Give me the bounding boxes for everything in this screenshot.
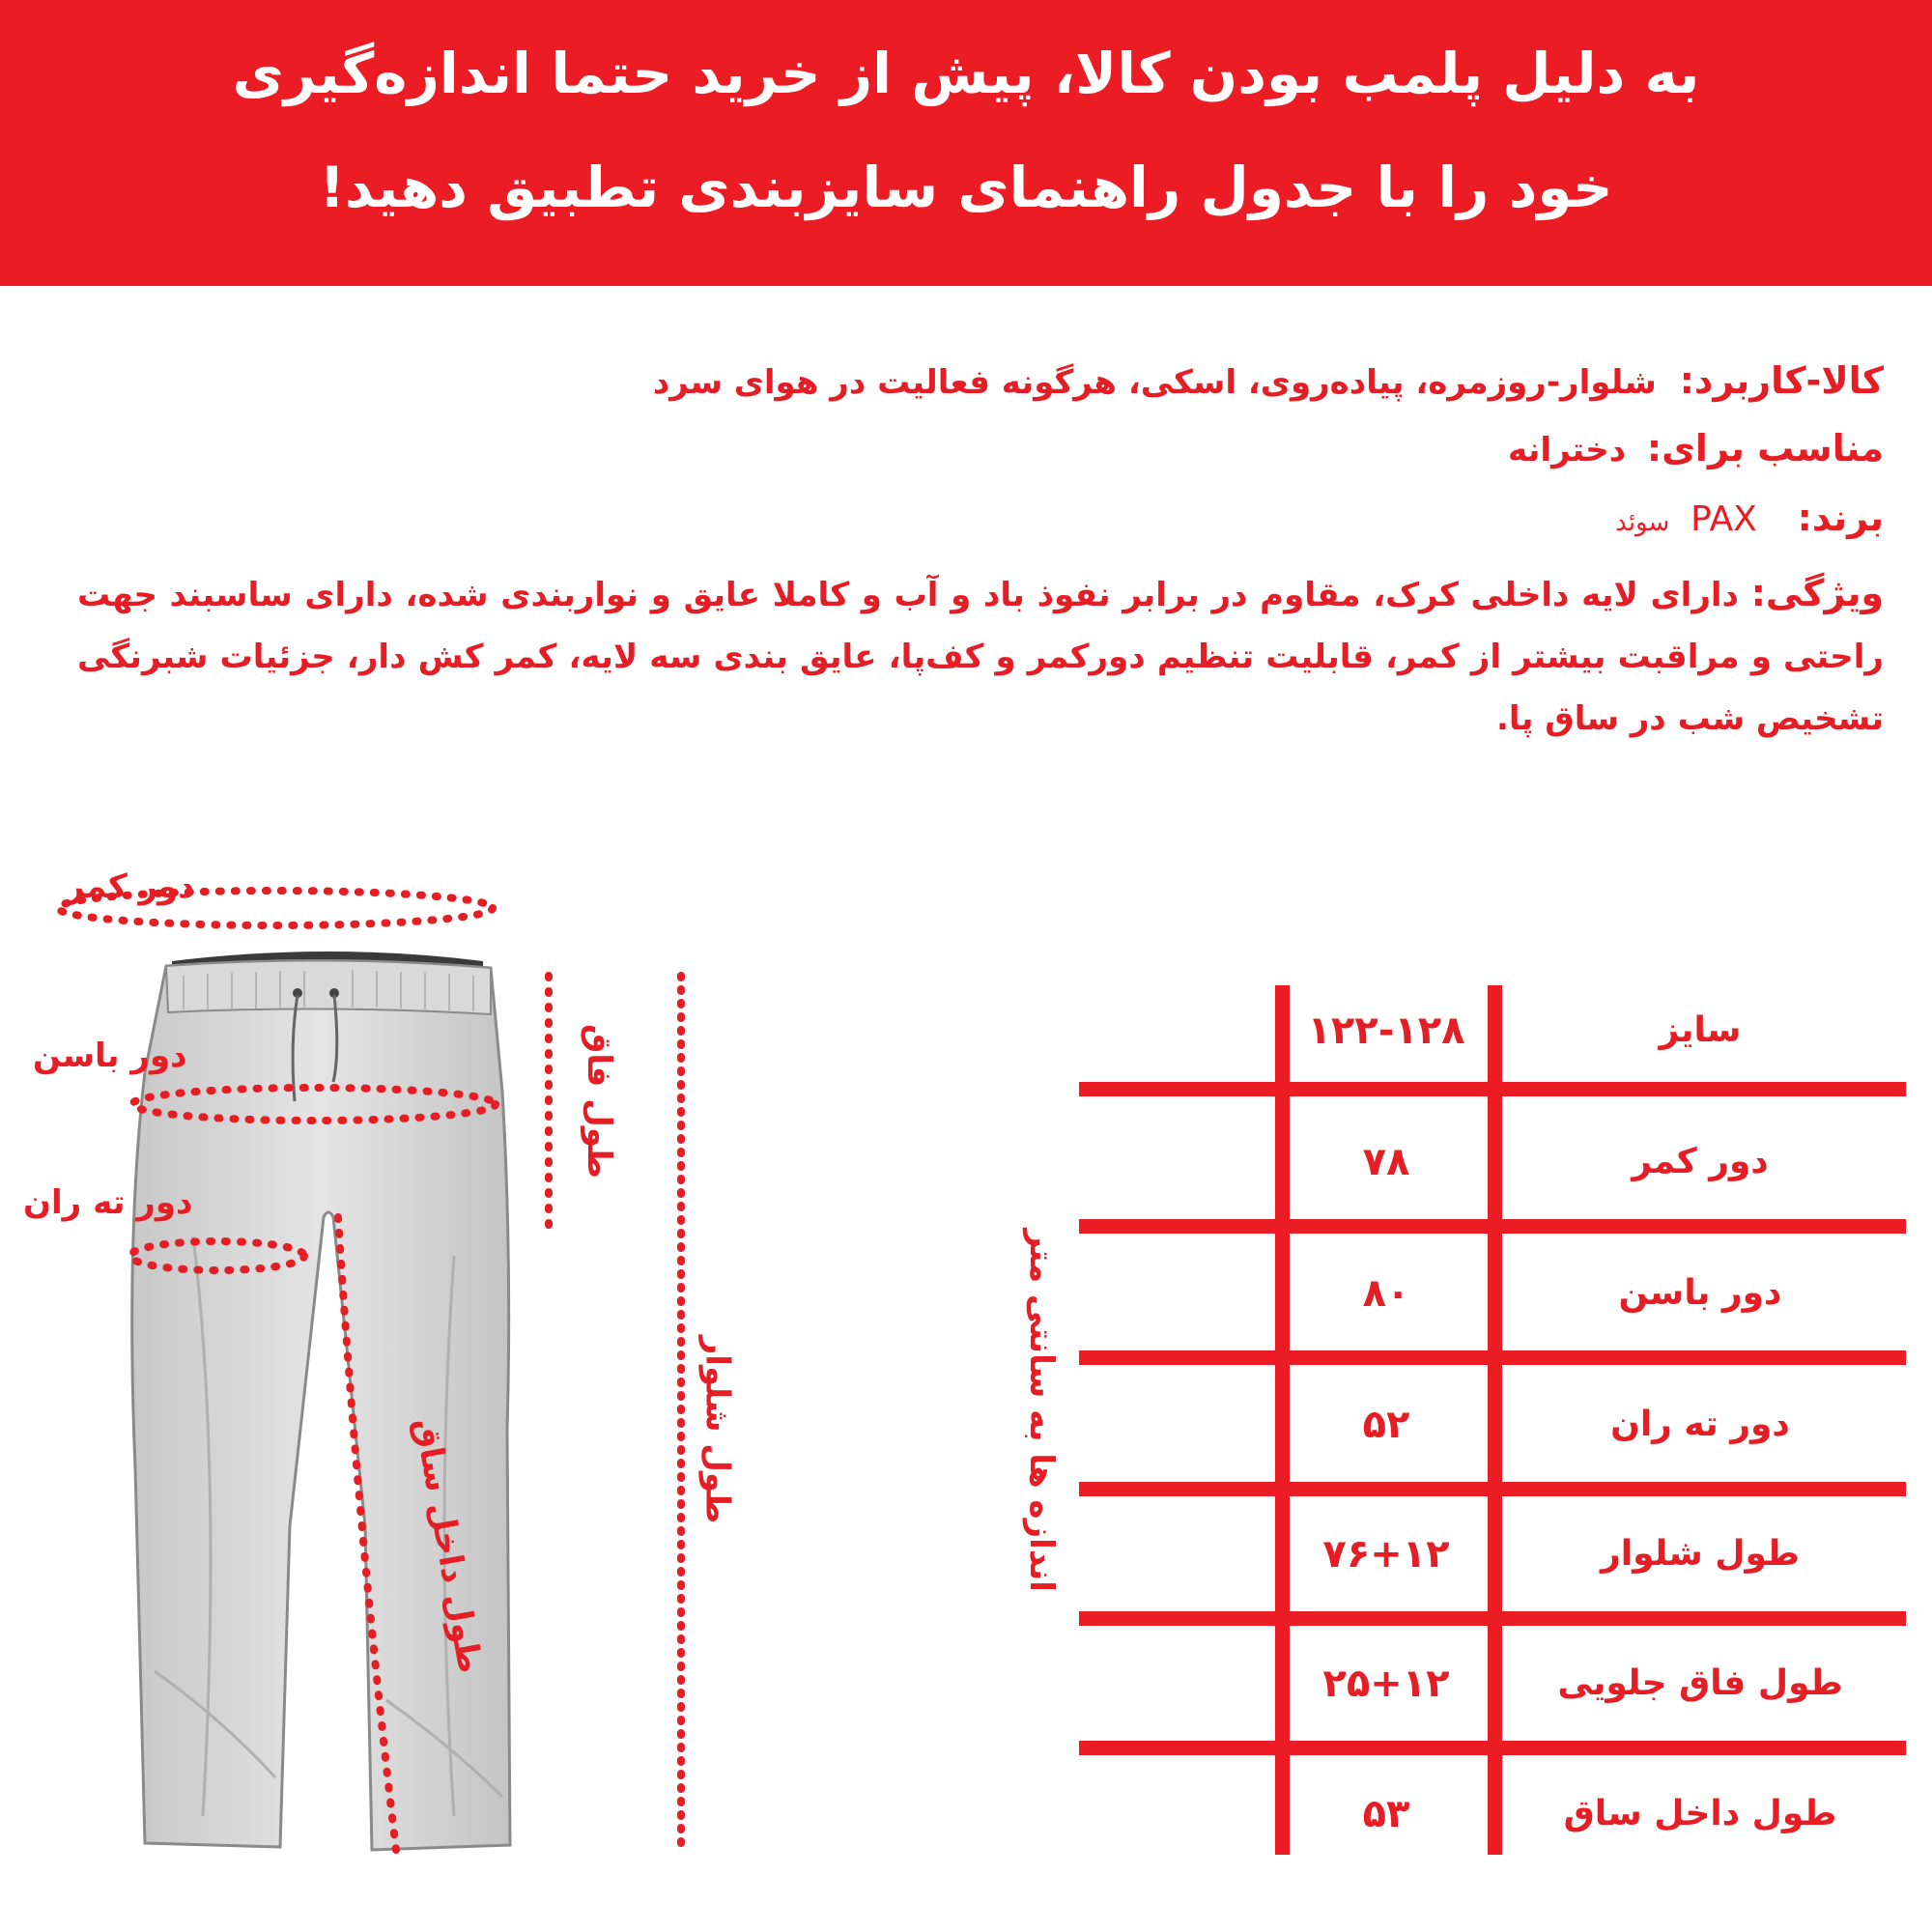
table-rule <box>1079 1611 1906 1626</box>
pants-illustration <box>0 850 737 1893</box>
table-row-value: ۷۸ <box>1362 1140 1410 1184</box>
table-row-value: ۵۳ <box>1362 1792 1410 1836</box>
table-row-value: ۸۰ <box>1362 1271 1410 1316</box>
table-divider-right <box>1488 985 1502 1855</box>
table-rule <box>1079 1741 1906 1755</box>
feature-label: ویژگی: <box>1750 572 1884 614</box>
rise-label: طول فاق <box>580 1023 619 1179</box>
suitable-for-value: دخترانه <box>1508 431 1627 469</box>
table-row-label: دور ته ران <box>1610 1405 1790 1444</box>
warning-banner <box>0 0 1932 286</box>
table-row-label: طول داخل ساق <box>1563 1794 1837 1833</box>
table-rule <box>1079 1219 1906 1234</box>
table-divider-left <box>1275 985 1290 1855</box>
table-row-value: ۲۵+۱۲ <box>1322 1662 1450 1706</box>
brand-label: برند: <box>1797 497 1884 539</box>
brand-country: سوئد <box>1615 508 1670 537</box>
inseam-label: طول داخل ساق <box>406 1415 490 1676</box>
product-usage-label: کالا-کاربرد: <box>1679 359 1884 402</box>
product-usage-value: شلوار-روزمره، پیاده‌روی، اسکی، هرگونه فعالیت در هوای سرد <box>652 363 1657 402</box>
unit-note: اندازه ها به سانتی متر <box>1021 1229 1061 1592</box>
table-row-label: طول فاق جلویی <box>1557 1663 1843 1703</box>
feature-paragraph <box>77 562 1884 750</box>
banner-line-2: خود را با جدول راهنمای سایزبندی تطبیق دهید! <box>319 155 1613 220</box>
suitable-for-row <box>1508 427 1884 469</box>
table-row-value: ۱۲۲-۱۲۸ <box>1307 1009 1465 1053</box>
table-rule <box>1079 1482 1906 1496</box>
table-row-label: دور باسن <box>1618 1273 1782 1313</box>
table-row-value: ۷۶+۱۲ <box>1322 1532 1450 1577</box>
pants-diagram <box>0 850 737 1893</box>
table-rule <box>1079 1350 1906 1365</box>
table-row-label: دور کمر <box>1632 1142 1769 1181</box>
waist-label: دور کمر <box>66 867 195 906</box>
brand-row <box>1615 497 1884 539</box>
product-usage-row <box>653 359 1884 402</box>
table-row-label: طول شلوار <box>1601 1534 1800 1574</box>
table-row-value: ۵۲ <box>1362 1403 1410 1447</box>
table-rule <box>1079 1082 1906 1096</box>
table-row-label: سایز <box>1659 1010 1742 1050</box>
feature-value: دارای لایه داخلی کرک، مقاوم در برابر نفوذ باد و آب و کاملا عایق و نواربندی شده، دارای ساسبند جهت راحتی و مراقبت بیشتر از کمر، قابلیت تنظیم دورکمر و کف‌پا، عایق بندی سه لایه، کمر کش دار، جزئیات شبرنگی تشخیص شب در ساق پا. <box>77 576 1884 738</box>
hip-label: دور باسن <box>33 1037 187 1075</box>
pants-length-label: طول شلوار <box>697 1335 737 1524</box>
suitable-for-label: مناسب برای: <box>1646 427 1884 469</box>
thigh-label: دور ته ران <box>23 1183 193 1222</box>
brand-value: PAX <box>1690 499 1757 539</box>
banner-line-1: به دلیل پلمب بودن کالا، پیش از خرید حتما اندازه‌گیری <box>232 41 1700 106</box>
